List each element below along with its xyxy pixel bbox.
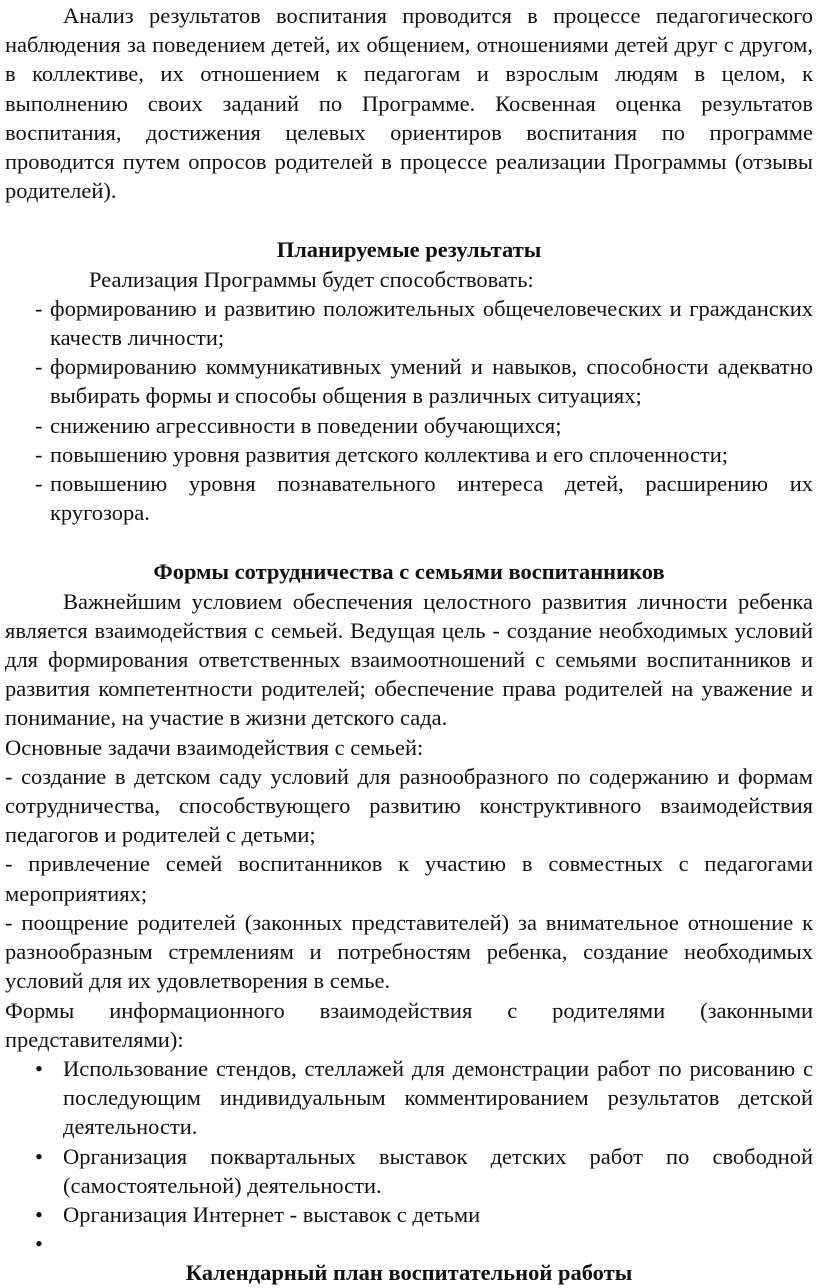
family-cooperation-heading: Формы сотрудничества с семьями воспитанников [153,559,665,585]
info-forms-title: Формы информационного взаимодействия с родителями (законными представителями): [5,997,813,1052]
info-form-text: Организация поквартальных выставок детских работ по свободной (самостоятельной) деятельности. [63,1143,813,1198]
bullet-icon: • [35,1231,43,1257]
info-form-text: Организация Интернет - выставок с детьми [63,1201,481,1227]
planned-results-item: - формированию и развитию положительных общечеловеческих и гражданских качеств личности; [50,294,813,352]
family-tasks-title: Основные задачи взаимодействия с семьей: [5,734,424,760]
family-task-item: - поощрение родителей (законных представителей) за внимательное отношение к разнообразным стремлениям и потребностям ребенка, создание необходимых условий для их удовлетворения в семье. [5,909,813,994]
planned-results-item: - формированию коммуникативных умений и навыков, способности адекватно выбирать формы и способы общения в различных ситуациях; [50,352,813,410]
planned-results-heading: Планируемые результаты [276,237,542,263]
info-form-text: Использование стендов, стеллажей для демонстрации работ по рисованию с последующим индивидуальным комментированием результатов детской деятельности. [63,1055,813,1140]
bullet-icon: • [35,1143,43,1169]
planned-results-list [5,294,813,528]
family-cooperation-paragraph: Важнейшим условием обеспечения целостного развития личности ребенка является взаимодействия с семьей. Ведущая цель - создание необходимых условий для формирования ответственных взаимоотношений с семьями воспитанников и развития компетентности родителей; обеспечение права родителей на уважение и понимание, на участие в жизни детского сада. [5,588,813,731]
family-task-item: - привлечение семей воспитанников к участию в совместных с педагогами мероприятиях; [5,851,813,906]
info-form-item [35,1142,813,1200]
planned-results-item: - повышению уровня развития детского коллектива и его сплоченности; [50,440,813,469]
info-form-item [35,1229,813,1258]
calendar-plan-heading: Календарный план воспитательной работы [185,1260,633,1286]
bullet-icon: • [35,1055,43,1081]
info-form-item [35,1054,813,1142]
info-form-item [35,1200,813,1229]
bullet-icon: • [35,1201,43,1227]
intro-paragraph: Анализ результатов воспитания проводится в процессе педагогического наблюдения за поведением детей, их общением, отношениями детей друг с другом, в коллективе, их отношением к педагогам и взрослым людям в целом, к выполнению своих заданий по Программе. Косвенная оценка результатов воспитания, достижения целевых ориентиров воспитания по программе проводится путем опросов родителей в процессе реализации Программы (отзывы родителей). [5,3,813,204]
planned-results-intro: Реализация Программы будет способствовать: [89,266,534,292]
planned-results-item: - повышению уровня познавательного интереса детей, расширению их кругозора. [50,469,813,527]
info-forms-list [5,1054,813,1258]
planned-results-item: - снижению агрессивности в поведении обучающихся; [50,411,813,440]
spacer [5,205,813,235]
family-task-item: - создание в детском саду условий для разнообразного по содержанию и формам сотрудничества, способствующего развитию конструктивного взаимодействия педагогов и родителей с детьми; [5,763,813,848]
spacer [5,527,813,557]
